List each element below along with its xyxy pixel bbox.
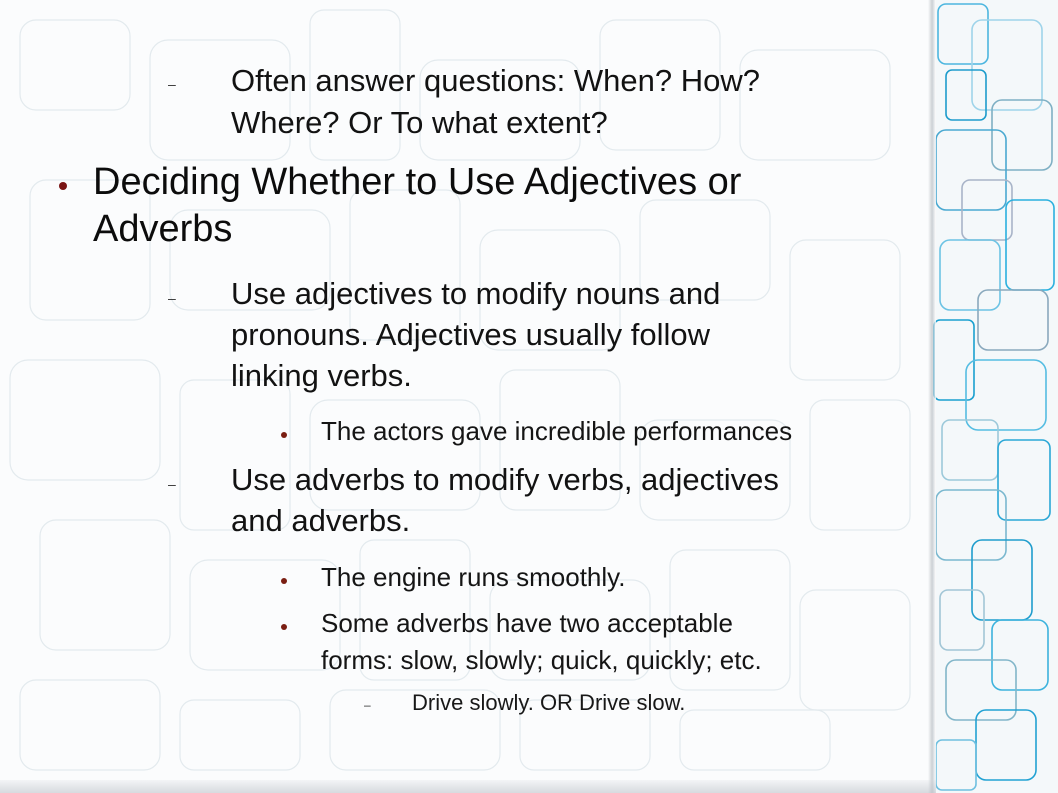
bullet-text-line: The engine runs smoothly. (321, 562, 626, 592)
dash-bullet: – (168, 76, 176, 92)
slide-edge-shadow (928, 0, 936, 793)
round-bullet (281, 578, 287, 584)
dash-bullet: – (168, 290, 176, 306)
bullet-text-line: Drive slowly. OR Drive slow. (412, 690, 686, 715)
slide-bottom-shadow (0, 780, 936, 793)
bullet-text-line: and adverbs. (231, 503, 411, 538)
bullet-text-line: Often answer questions: When? How? (231, 63, 760, 98)
bullet-text-line: pronouns. Adjectives usually follow (231, 317, 711, 352)
bullet-text-line: forms: slow, slowly; quick, quickly; etc. (321, 645, 762, 675)
bullet-text-line: The actors gave incredible performances (321, 416, 793, 446)
heading-line: Deciding Whether to Use Adjectives or (93, 161, 742, 203)
dash-bullet: – (168, 476, 176, 492)
bullet-text-line: Some adverbs have two acceptable (321, 608, 733, 638)
bullet-text-line: Use adjectives to modify nouns and (231, 276, 721, 311)
dash-bullet: – (364, 698, 371, 712)
decorative-border-band (932, 0, 1058, 793)
heading-line: Adverbs (93, 208, 233, 250)
round-bullet (281, 624, 287, 630)
bullet-text-line: Where? Or To what extent? (231, 105, 608, 140)
round-bullet (281, 432, 287, 438)
bullet-text-line: Use adverbs to modify verbs, adjectives (231, 462, 779, 497)
bullet-text-line: linking verbs. (231, 358, 412, 393)
round-bullet (59, 182, 67, 190)
